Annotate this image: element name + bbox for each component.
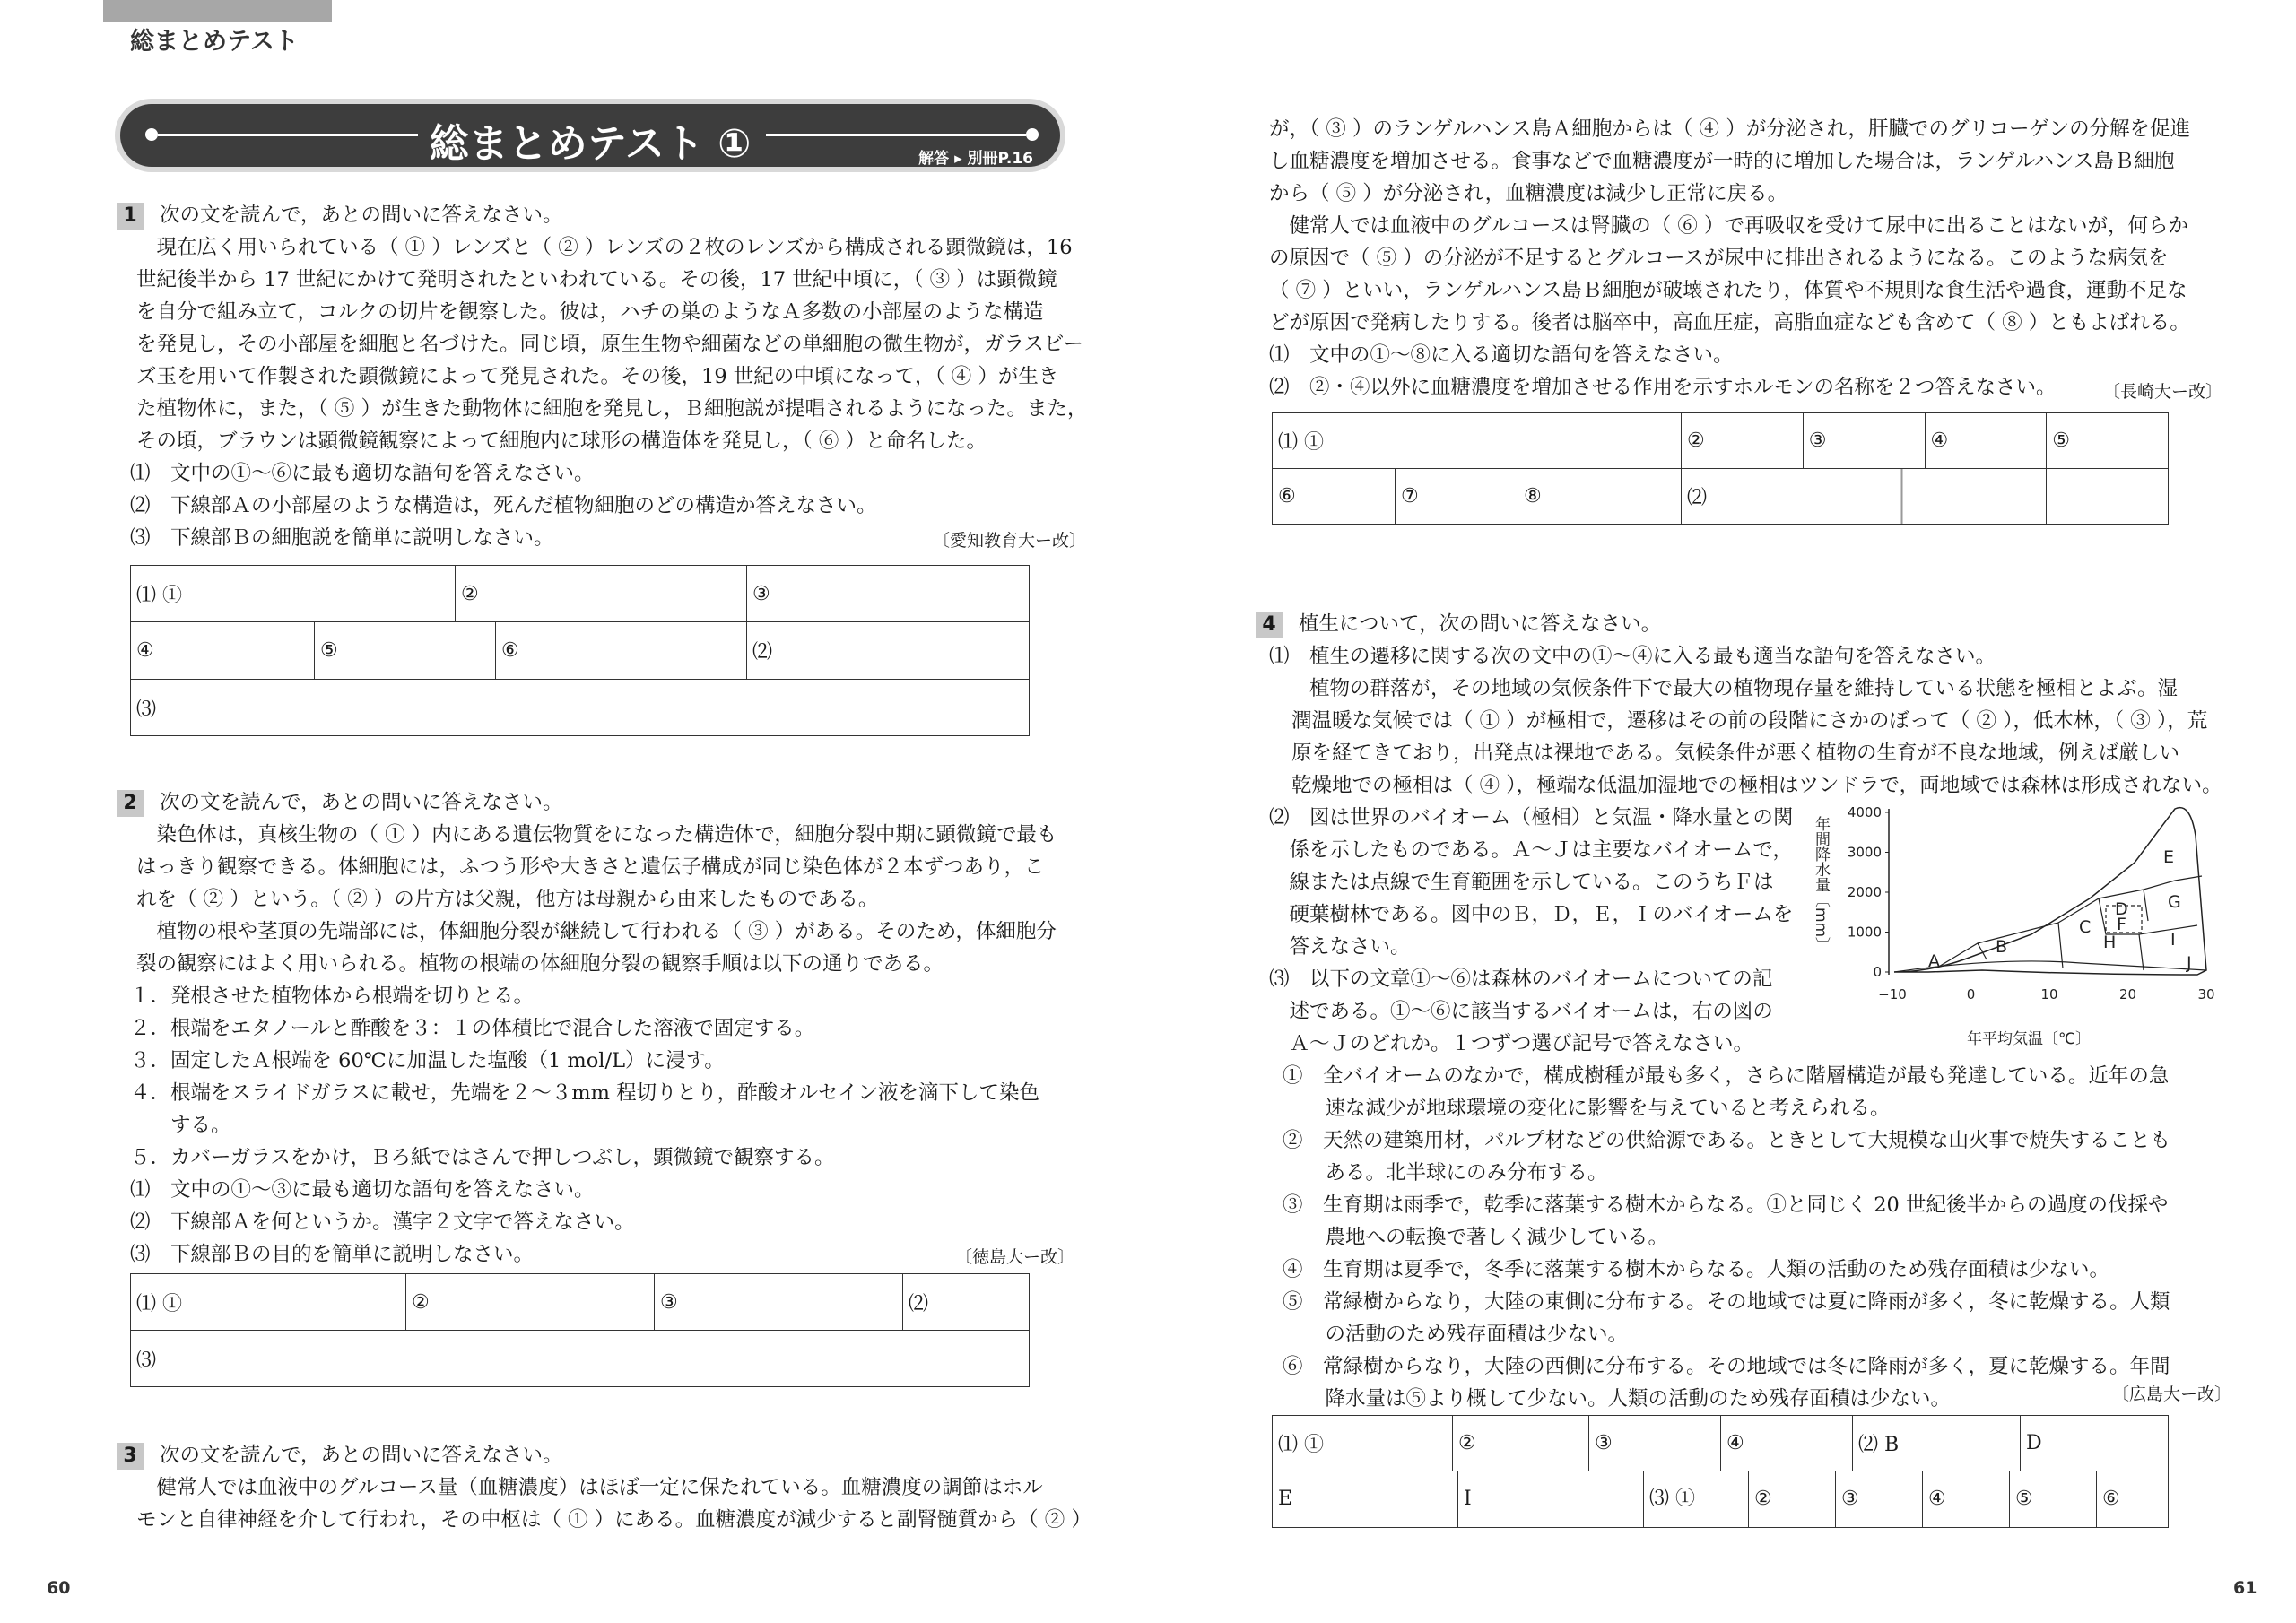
q4-item: 農地への転換で著しく減少している。 <box>1305 1226 1669 1249</box>
x-tick-label: −10 <box>1878 986 1907 1002</box>
answer-cell[interactable]: ⑥ <box>2102 1488 2120 1510</box>
question-3-continued <box>1269 113 2190 404</box>
question-2 <box>117 786 1057 1271</box>
question-1 <box>117 199 1088 554</box>
q4-line: 答えなさい。 <box>1269 935 1411 959</box>
answer-table-1 <box>130 565 1030 736</box>
q2-line: はっきり観察できる。体細胞には，ふつう形や大きさと遺伝子構成が同じ染色体が２本ずつあり，こ <box>136 855 1045 879</box>
q1-line: 世紀後半から 17 世紀にかけて発明されたといわれている。その後，17 世紀中頃に，（ ③ ）は顕微鏡 <box>136 268 1057 291</box>
q3-line: 健常人では血液中のグルコース量（血糖濃度）はほぼ一定に保たれている。血糖濃度の調節はホル <box>136 1476 1043 1499</box>
y-tick-label: 4000 <box>1847 804 1882 820</box>
q4-item: ① 全バイオームのなかで，構成樹種が最も多く，さらに階層構造が最も発達している。近年の急 <box>1283 1064 2170 1088</box>
q4-subquestion: ⑶ 以下の文章①～⑥は森林のバイオームについての記 <box>1269 968 1773 991</box>
answer-cell[interactable]: ② <box>1749 1471 1836 1527</box>
answer-cell[interactable]: ② <box>1682 413 1804 469</box>
q4-line: 乾燥地での極相は（ ④ ），極端な低温加湿地での極相はツンドラで，両地域では森林は形成されない。 <box>1292 774 2222 797</box>
q2-line: 裂の観察にはよく用いられる。植物の根端の体細胞分裂の観察手順は以下の通りである。 <box>136 952 944 976</box>
answer-cell[interactable]: ⑶ <box>131 1331 1030 1387</box>
answer-cell[interactable] <box>2047 469 2169 525</box>
q4-item: ある。北半球にのみ分布する。 <box>1305 1161 1608 1185</box>
question-4-items <box>1283 1060 2170 1415</box>
q4-subquestion: ⑵ 図は世界のバイオーム（極相）と気温・降水量との関 <box>1269 806 1794 829</box>
q4-subquestion: ⑴ 植生の遷移に関する次の文中の①～④に入る最も適当な語句を答えなさい。 <box>1269 645 1996 668</box>
q4-item: ③ 生育期は雨季で，乾季に落葉する樹木からなる。①と同じく 20 世紀後半からの過度の伐採や <box>1283 1193 2169 1217</box>
page-number-right: 61 <box>2233 1578 2257 1598</box>
q2-step: する。 <box>130 1114 231 1137</box>
x-tick-label: 30 <box>2197 986 2215 1002</box>
y-tick-label: 1000 <box>1847 924 1882 941</box>
answer-cell[interactable]: ④ <box>131 622 315 679</box>
answer-cell[interactable]: D <box>2021 1416 2169 1471</box>
q2-subquestion: ⑵ 下線部Ａを何というか。漢字２文字で答えなさい。 <box>130 1211 635 1234</box>
q4-line: 硬葉樹林である。図中のＢ，Ｄ，Ｅ，Ｉのバイオームを <box>1269 903 1794 926</box>
answer-cell[interactable]: ⑶ ① <box>1644 1471 1749 1527</box>
header-tab <box>103 0 332 22</box>
answer-cell[interactable]: ③ <box>747 566 1030 622</box>
section-title: 総まとめテスト <box>130 28 299 56</box>
y-tick-label: 3000 <box>1847 844 1882 861</box>
q3-line: 次の文を読んで，あとの問いに答えなさい。 <box>160 1444 563 1467</box>
question-4-sub <box>1269 802 1793 1060</box>
x-tick-label: 20 <box>2118 986 2137 1002</box>
answer-cell[interactable]: ⑤ <box>2047 413 2169 469</box>
answer-cell[interactable]: ④ <box>1721 1416 1853 1471</box>
source-label: 〔愛知教育大ー改〕 <box>933 531 1087 551</box>
q3-line: どが原因で発病したりする。後者は脳卒中，高血圧症，高脂血症なども含めて（ ⑧ ）ともよばれる。 <box>1269 311 2190 334</box>
question-3 <box>117 1439 1091 1536</box>
q3-line: し血糖濃度を増加させる。食事などで血糖濃度が一時的に増加した場合は，ランゲルハンス島Ｂ細胞 <box>1269 150 2175 173</box>
answer-cell[interactable]: ⑶ <box>131 680 1030 736</box>
q1-line: を発見し，その小部屋を細胞と名づけた。同じ頃，原生生物や細菌などの単細胞の微生物が，ガラスビー <box>136 333 1083 356</box>
answer-cell[interactable]: ④ <box>1925 413 2047 469</box>
question-number: 4 <box>1256 612 1283 638</box>
answer-cell-group <box>131 622 747 680</box>
biome-region-label: D <box>2115 899 2128 919</box>
q1-line: を自分で組み立て，コルクの切片を観察した。彼は，ハチの巣のようなＡ多数の小部屋のような構造 <box>136 300 1044 324</box>
q2-line: れを（ ② ）という。（ ② ）の片方は父親，他方は母親から由来したものである。 <box>136 888 879 911</box>
q3-subquestion: ⑴ 文中の①～⑧に入る適切な語句を答えなさい。 <box>1269 343 1734 367</box>
question-number: 2 <box>117 790 144 817</box>
biome-chart-svg <box>1812 800 2215 1049</box>
answer-cell[interactable]: ⑤ <box>315 622 496 679</box>
q2-step: ４．根端をスライドガラスに載せ，先端を２～３mm 程切りとり，酢酸オルセイン液を滴下して染色 <box>130 1081 1039 1105</box>
x-tick-label: 10 <box>2040 986 2058 1002</box>
biome-region-label: J <box>2187 953 2192 973</box>
biome-boundary <box>2139 925 2197 934</box>
biome-chart <box>1812 800 2215 1049</box>
answer-cell[interactable]: ⑦ <box>1396 469 1518 525</box>
biome-boundary <box>2144 890 2148 921</box>
source-label: 〔徳島大ー改〕 <box>955 1247 1075 1267</box>
answer-cell[interactable]: ⑴ ① <box>131 566 456 622</box>
page-number-left: 60 <box>47 1578 71 1598</box>
answer-table-4 <box>1272 1415 2169 1528</box>
q4-line: 述である。①～⑥に該当するバイオームは，右の図の <box>1269 1000 1773 1023</box>
q2-line: 次の文を読んで，あとの問いに答えなさい。 <box>160 791 563 814</box>
answer-cell[interactable]: ⑴ ① <box>1273 413 1682 469</box>
answer-cell[interactable]: ⑥ <box>501 639 519 662</box>
x-axis-label: 年平均気温〔℃〕 <box>1966 1030 2092 1048</box>
q3-line: が，（ ③ ）のランゲルハンス島Ａ細胞からは（ ④ ）が分泌され，肝臓でのグリコーゲンの分解を促進 <box>1269 117 2191 141</box>
biome-region-label: I <box>2170 930 2176 950</box>
question-4 <box>1256 608 2222 802</box>
q1-line: 次の文を読んで，あとの問いに答えなさい。 <box>160 204 563 227</box>
answer-cell[interactable]: ③ <box>1836 1471 1923 1527</box>
answer-cell[interactable]: ⑤ <box>2010 1471 2097 1527</box>
q3-line: モンと自律神経を介して行われ，その中枢は（ ① ）にある。血糖濃度が減少すると副腎髄質から（ ② ） <box>136 1508 1091 1532</box>
q4-item: ⑤ 常緑樹からなり，大陸の東側に分布する。その地域では夏に降雨が多く，冬に乾燥する。人類 <box>1283 1290 2170 1314</box>
biome-region-label: H <box>2103 933 2117 952</box>
q3-line: 健常人では血液中のグルコースは腎臓の（ ⑥ ）で再吸収を受けて尿中に出ることはないが，何らか <box>1269 214 2189 238</box>
answer-cell[interactable]: ⑵ <box>747 622 1030 680</box>
biome-region-label: G <box>2168 892 2181 912</box>
title-banner <box>115 99 1065 172</box>
q2-step: ２．根端をエタノールと酢酸を３：１の体積比で混合した溶液で固定する。 <box>130 1017 815 1040</box>
answer-cell[interactable]: ② <box>1453 1416 1589 1471</box>
answer-cell[interactable]: ② <box>456 566 747 622</box>
question-number: 1 <box>117 203 144 230</box>
answer-cell[interactable]: ③ <box>1803 413 1925 469</box>
q4-line: Ａ～Ｊのどれか。１つずつ選び記号で答えなさい。 <box>1269 1032 1754 1055</box>
q3-line: から（ ⑤ ）が分泌され，血糖濃度は減少し正常に戻る。 <box>1269 182 1788 205</box>
banner-line-right <box>766 134 1026 136</box>
x-tick-label: 0 <box>1966 986 1976 1002</box>
answer-cell[interactable]: ⑴ ① <box>131 1274 406 1331</box>
q2-step: ３．固定したＡ根端を 60℃に加温した塩酸（1 mol/L）に浸す。 <box>130 1049 725 1072</box>
biome-region-label: F <box>2117 915 2126 934</box>
answer-cell[interactable]: ③ <box>1589 1416 1721 1471</box>
q3-line: の原因で（ ⑤ ）の分泌が不足するとグルコースが尿中に排出されるようになる。このような病気を <box>1269 247 2169 270</box>
source-label: 〔広島大ー改〕 <box>2112 1384 2232 1404</box>
q4-item: ④ 生育期は夏季で，冬季に落葉する樹木からなる。人類の活動のため残存面積は少ない。 <box>1283 1258 2110 1281</box>
q1-line: た植物体に，また，（ ⑤ ）が生きた動物体に細胞を発見し，Ｂ細胞説が提唱されるようになった。また， <box>136 397 1088 421</box>
answer-cell[interactable]: ⑵ <box>903 1274 1030 1331</box>
q4-item: ② 天然の建築用材，パルプ材などの供給源である。ときとして大規模な山火事で焼失することも <box>1283 1129 2171 1152</box>
q4-item: ⑥ 常緑樹からなり，大陸の西側に分布する。その地域では冬に降雨が多く，夏に乾燥する。年間 <box>1283 1355 2170 1378</box>
y-tick-label: 0 <box>1873 964 1882 980</box>
q1-line: 現在広く用いられている（ ① ）レンズと（ ② ）レンズの２枚のレンズから構成される顕微鏡は，16 <box>136 236 1073 259</box>
biome-outline <box>1894 808 2206 975</box>
answer-cell[interactable]: ⑵ <box>1682 469 2047 525</box>
biome-region-label: B <box>1996 937 2008 957</box>
test-title: 総まとめテスト ① <box>429 121 752 167</box>
q4-line: 係を示したものである。Ａ～Ｊは主要なバイオームで， <box>1269 838 1793 862</box>
banner-dot-right <box>1026 128 1039 141</box>
answer-cell[interactable]: E <box>1273 1471 1458 1527</box>
biome-region-label: A <box>1928 951 1940 971</box>
answer-table-3 <box>1272 412 2169 525</box>
answer-cell[interactable]: ⑵ B <box>1853 1416 2021 1471</box>
q4-line: 線または点線で生育範囲を示している。このうちＦは <box>1269 871 1774 894</box>
q2-line: 染色体は，真核生物の（ ① ）内にある遺伝物質をになった構造体で，細胞分裂中期に顕微鏡で最も <box>136 823 1057 846</box>
q4-item: 降水量は⑤より概して少ない。人類の活動のため残存面積は少ない。 <box>1305 1387 1952 1410</box>
answer-cell[interactable]: ⑴ ① <box>1273 1416 1453 1471</box>
answer-cell-group <box>1273 1471 2169 1528</box>
q2-step: ５．カバーガラスをかけ，Ｂろ紙ではさんで押しつぶし，顕微鏡で観察する。 <box>130 1146 835 1169</box>
q1-subquestion: ⑵ 下線部Ａの小部屋のような構造は，死んだ植物細胞のどの構造か答えなさい。 <box>130 494 877 517</box>
q4-line: 潤温暖な気候では（ ① ）が極相で，遷移はその前の段階にさかのぼって（ ② ），低木林，（ ③ ），荒 <box>1292 709 2208 733</box>
q4-line: 植生について，次の問いに答えなさい。 <box>1299 612 1662 636</box>
answer-cell[interactable]: I <box>1458 1471 1644 1527</box>
q4-line: 原を経てきており，出発点は裸地である。気候条件が悪く植物の生育が不良な地域，例えば厳しい <box>1292 742 2180 765</box>
answer-cell[interactable]: ④ <box>1923 1471 2010 1527</box>
answer-ref: 解答 ▸ 別冊P.16 <box>918 150 1033 168</box>
answer-cell[interactable]: ② <box>406 1274 655 1331</box>
answer-table-2 <box>130 1273 1030 1387</box>
q4-item: の活動のため残存面積は少ない。 <box>1305 1323 1629 1346</box>
q1-line: ズ玉を用いて作製された顕微鏡によって発見された。その後，19 世紀の中頃になって，（ ④ ）が生き <box>136 365 1059 388</box>
answer-cell[interactable]: ③ <box>655 1274 903 1331</box>
q3-line: （ ⑦ ）といい，ランゲルハンス島Ｂ細胞が破壊されたり，体質や不規則な食生活や過食，運動不足な <box>1269 279 2187 302</box>
q4-item: 速な減少が地球環境の変化に影響を与えていると考えられる。 <box>1305 1097 1891 1120</box>
q1-line: その頃，ブラウンは顕微鏡観察によって細胞内に球形の構造体を発見し，（ ⑥ ）と命名した。 <box>136 430 987 453</box>
q2-line: 植物の根や茎頂の先端部には，体細胞分裂が継続して行われる（ ③ ）がある。そのため，体細胞分 <box>136 920 1057 943</box>
q2-step: １．発根させた植物体から根端を切りとる。 <box>130 985 535 1008</box>
biome-region-label: E <box>2163 847 2175 867</box>
source-label: 〔長崎大ー改〕 <box>2103 382 2223 402</box>
q1-subquestion: ⑴ 文中の①～⑥に最も適切な語句を答えなさい。 <box>130 462 595 485</box>
q2-subquestion: ⑴ 文中の①～③に最も適切な語句を答えなさい。 <box>130 1178 595 1202</box>
q1-subquestion: ⑶ 下線部Ｂの細胞説を簡単に説明しなさい。 <box>130 526 554 550</box>
y-axis-label: 年間降水量〔mm〕 <box>1812 816 1830 953</box>
y-tick-label: 2000 <box>1847 884 1882 900</box>
biome-boundary <box>1894 961 2206 972</box>
answer-cell[interactable]: ⑧ <box>1518 469 1682 525</box>
q4-line: 植物の群落が，その地域の気候条件下で最大の植物現存量を維持している状態を極相とよぶ。湿 <box>1269 677 2178 700</box>
biome-region-label: C <box>2079 917 2092 937</box>
answer-cell[interactable]: ⑥ <box>1273 469 1396 525</box>
q3-subquestion: ⑵ ②・④以外に血糖濃度を増加させる作用を示すホルモンの名称を２つ答えなさい。 <box>1269 376 2057 399</box>
question-number: 3 <box>117 1443 144 1470</box>
q2-subquestion: ⑶ 下線部Ｂの目的を簡単に説明しなさい。 <box>130 1243 535 1266</box>
